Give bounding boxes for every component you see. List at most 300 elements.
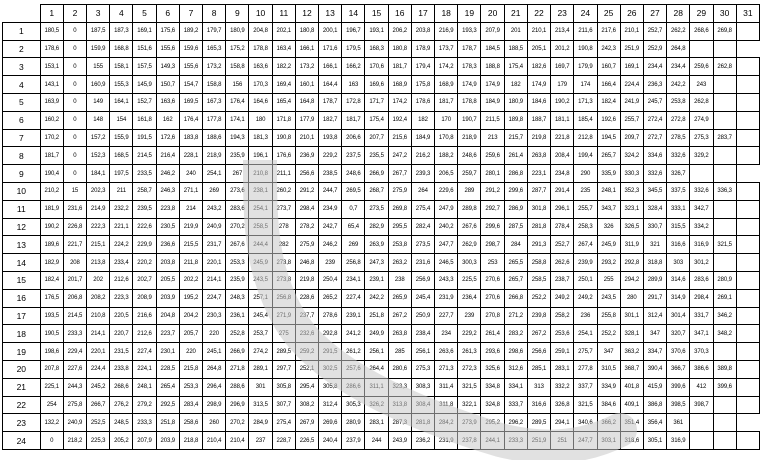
table-cell: 238	[388, 271, 411, 289]
table-cell: 278	[272, 218, 295, 236]
table-cell: 182	[411, 111, 434, 129]
table-cell: 188,8	[481, 58, 504, 76]
table-cell: 156	[226, 76, 249, 94]
table-cell: 283,1	[365, 414, 388, 432]
table-cell: 202	[87, 271, 110, 289]
table-cell: 208,9	[133, 289, 156, 307]
table-cell: 326,5	[620, 218, 643, 236]
table-cell: 275,7	[574, 343, 597, 361]
table-cell: 203,8	[156, 254, 179, 272]
row-header: 15	[3, 271, 41, 289]
table-cell: 235	[574, 182, 597, 200]
table-cell: 239,9	[574, 254, 597, 272]
table-cell: 266,8	[504, 289, 527, 307]
table-cell: 298,6	[504, 343, 527, 361]
row-header: 1	[3, 22, 41, 40]
table-cell: 273,8	[272, 254, 295, 272]
table-cell: 190,8	[574, 40, 597, 58]
table-cell: 228,7	[272, 432, 295, 450]
table-cell: 270,2	[226, 218, 249, 236]
table-cell: 321,5	[713, 236, 736, 254]
table-cell: 343,7	[597, 200, 620, 218]
table-cell: 244	[365, 432, 388, 450]
table-cell: 287,7	[527, 182, 550, 200]
table-cell: 174,1	[226, 111, 249, 129]
table-cell: 240	[179, 165, 202, 183]
table-cell: 272,3	[458, 360, 481, 378]
table-row	[3, 182, 760, 200]
table-cell: 279,2	[133, 396, 156, 414]
table-cell: 316,6	[667, 236, 690, 254]
table-cell: 284	[504, 236, 527, 254]
table-cell: 322,1	[458, 396, 481, 414]
column-header-21: 21	[504, 5, 527, 23]
table-cell: 292,8	[620, 254, 643, 272]
table-cell: 386,6	[690, 360, 713, 378]
table-cell: 265,9	[388, 289, 411, 307]
table-cell: 201	[504, 22, 527, 40]
table-cell: 296,1	[551, 200, 574, 218]
table-cell: 254,1	[249, 200, 272, 218]
table-cell: 211,8	[179, 254, 202, 272]
column-header-31: 31	[736, 5, 759, 23]
table-cell	[713, 40, 736, 58]
column-header-row	[3, 5, 760, 23]
table-cell: 184,9	[411, 129, 434, 147]
table-cell: 176,5	[40, 289, 63, 307]
table-cell: 334,2	[690, 218, 713, 236]
table-cell: 173,2	[295, 58, 318, 76]
table-cell: 253,3	[179, 378, 202, 396]
table-cell: 270,6	[481, 271, 504, 289]
table-cell: 260,2	[272, 182, 295, 200]
table-cell: 0	[63, 165, 86, 183]
table-cell	[713, 432, 736, 450]
table-cell: 166,1	[295, 40, 318, 58]
table-cell: 164,4	[319, 76, 342, 94]
corner-cell	[3, 5, 41, 23]
table-cell: 171,7	[365, 93, 388, 111]
table-cell: 177,8	[203, 111, 226, 129]
table-cell	[736, 289, 759, 307]
table-cell: 274,2	[249, 343, 272, 361]
table-cell: 181,3	[249, 129, 272, 147]
table-cell: 295,4	[295, 378, 318, 396]
table-cell: 225,3	[87, 432, 110, 450]
table-cell	[713, 147, 736, 165]
table-cell: 160,1	[295, 76, 318, 94]
table-cell	[690, 432, 713, 450]
table-cell	[713, 414, 736, 432]
table-cell: 0	[63, 76, 86, 94]
column-header-4: 4	[110, 5, 133, 23]
table-cell: 233,4	[110, 254, 133, 272]
table-cell: 158,1	[110, 58, 133, 76]
table-cell	[736, 22, 759, 40]
table-cell: 149,3	[156, 58, 179, 76]
table-cell: 210,4	[203, 432, 226, 450]
table-cell: 170,2	[40, 129, 63, 147]
table-cell: 210,1	[527, 22, 550, 40]
table-cell: 320,7	[667, 325, 690, 343]
table-cell	[713, 111, 736, 129]
table-row	[3, 93, 760, 111]
table-cell: 217,6	[597, 22, 620, 40]
table-cell: 313	[527, 378, 550, 396]
table-cell: 228,1	[179, 147, 202, 165]
table-cell: 235,9	[226, 271, 249, 289]
table-cell: 267,4	[574, 236, 597, 254]
table-cell: 231,6	[411, 254, 434, 272]
table-cell: 283,1	[551, 360, 574, 378]
table-cell: 283,6	[690, 271, 713, 289]
column-header-20: 20	[481, 5, 504, 23]
table-row	[3, 414, 760, 432]
table-cell: 205,1	[527, 40, 550, 58]
table-cell: 318,6	[620, 432, 643, 450]
table-cell: 269	[342, 236, 365, 254]
table-cell: 269,8	[388, 200, 411, 218]
table-cell: 263,9	[365, 236, 388, 254]
table-cell: 275,3	[411, 360, 434, 378]
table-cell: 158,8	[226, 58, 249, 76]
table-cell: 246,8	[295, 254, 318, 272]
table-cell: 176,4	[179, 111, 202, 129]
table-cell: 267,2	[388, 307, 411, 325]
table-cell: 211,5	[481, 111, 504, 129]
table-cell: 312,4	[643, 307, 666, 325]
row-header: 12	[3, 218, 41, 236]
table-cell: 242,3	[597, 40, 620, 58]
table-cell: 245,2	[87, 378, 110, 396]
table-cell: 337,5	[667, 182, 690, 200]
table-cell: 190,7	[458, 111, 481, 129]
table-cell: 216,4	[156, 147, 179, 165]
table-cell: 299,6	[481, 218, 504, 236]
table-cell: 178,7	[319, 93, 342, 111]
table-row	[3, 307, 760, 325]
table-cell	[736, 182, 759, 200]
table-cell: 278,4	[551, 218, 574, 236]
row-header: 10	[3, 182, 41, 200]
table-cell: 162	[156, 111, 179, 129]
row-header: 5	[3, 93, 41, 111]
table-cell: 252,7	[643, 22, 666, 40]
table-cell: 323,3	[388, 378, 411, 396]
table-cell: 272,8	[667, 111, 690, 129]
table-cell: 188,7	[527, 111, 550, 129]
table-cell: 0	[63, 129, 86, 147]
table-cell	[736, 147, 759, 165]
table-cell: 169,1	[133, 22, 156, 40]
table-cell	[736, 254, 759, 272]
table-cell: 180,9	[504, 93, 527, 111]
table-cell: 295,5	[388, 218, 411, 236]
table-cell: 261,3	[458, 343, 481, 361]
table-cell: 179,9	[574, 58, 597, 76]
table-cell: 291,2	[295, 182, 318, 200]
table-cell: 221,7	[63, 236, 86, 254]
table-cell: 253	[481, 254, 504, 272]
table-cell: 0	[63, 147, 86, 165]
table-cell: 252,7	[551, 236, 574, 254]
table-cell: 153,1	[40, 58, 63, 76]
table-cell: 157,5	[133, 58, 156, 76]
table-cell: 259,2	[295, 343, 318, 361]
table-cell: 256,1	[411, 343, 434, 361]
table-row	[3, 254, 760, 272]
table-cell: 273,7	[272, 200, 295, 218]
table-cell: 263,2	[388, 254, 411, 272]
table-cell: 234,9	[319, 200, 342, 218]
table-row	[3, 147, 760, 165]
table-cell: 209,7	[620, 129, 643, 147]
table-cell: 248,5	[110, 414, 133, 432]
table-cell: 191,5	[133, 129, 156, 147]
table-cell: 164,6	[249, 93, 272, 111]
table-cell: 231,6	[63, 200, 86, 218]
table-cell: 178,6	[411, 93, 434, 111]
table-cell: 190,2	[40, 218, 63, 236]
table-cell: 248,6	[342, 165, 365, 183]
table-cell: 198,6	[40, 343, 63, 361]
table-cell: 267,6	[458, 218, 481, 236]
table-cell: 298,4	[690, 289, 713, 307]
table-cell: 175,6	[156, 22, 179, 40]
table-cell: 283,6	[226, 200, 249, 218]
column-header-14: 14	[342, 5, 365, 23]
table-cell: 401,8	[620, 378, 643, 396]
table-cell: 229,6	[435, 182, 458, 200]
table-cell: 163	[342, 76, 365, 94]
table-cell: 268,6	[110, 378, 133, 396]
table-cell: 264,8	[203, 360, 226, 378]
table-row	[3, 289, 760, 307]
table-cell: 257,1	[249, 289, 272, 307]
table-cell: 315,5	[667, 218, 690, 236]
table-cell: 170	[435, 111, 458, 129]
table-cell: 257,6	[342, 360, 365, 378]
table-cell: 249,2	[574, 289, 597, 307]
table-cell: 270,2	[226, 414, 249, 432]
table-cell: 0,7	[342, 200, 365, 218]
table-cell: 238,7	[551, 271, 574, 289]
row-header: 24	[3, 432, 41, 450]
row-header: 13	[3, 236, 41, 254]
table-cell: 232,2	[110, 200, 133, 218]
table-cell: 207,8	[40, 360, 63, 378]
table-cell: 160,7	[597, 58, 620, 76]
table-cell: 251	[551, 432, 574, 450]
table-cell: 158,8	[203, 76, 226, 94]
column-header-8: 8	[203, 5, 226, 23]
table-cell: 185,4	[574, 111, 597, 129]
table-cell: 169,6	[365, 76, 388, 94]
row-header: 16	[3, 289, 41, 307]
table-cell: 202,3	[87, 182, 110, 200]
table-cell: 222,3	[87, 218, 110, 236]
table-cell: 233,3	[133, 414, 156, 432]
table-cell: 242,2	[365, 289, 388, 307]
table-cell: 166,2	[342, 58, 365, 76]
table-cell: 242,7	[319, 218, 342, 236]
table-cell: 351,4	[620, 414, 643, 432]
table-cell: 255,8	[597, 307, 620, 325]
column-header-15: 15	[365, 5, 388, 23]
table-cell: 207,7	[365, 129, 388, 147]
table-cell: 278,2	[295, 218, 318, 236]
table-cell: 178,3	[458, 58, 481, 76]
table-cell: 399,6	[667, 378, 690, 396]
table-cell: 176,6	[272, 147, 295, 165]
table-cell: 214	[179, 200, 202, 218]
table-cell: 236,3	[643, 76, 666, 94]
table-cell: 275,8	[63, 396, 86, 414]
table-cell: 233,3	[504, 432, 527, 450]
table-cell: 152,7	[133, 93, 156, 111]
table-cell: 157,2	[87, 129, 110, 147]
table-cell: 259,7	[458, 165, 481, 183]
table-cell	[690, 165, 713, 183]
table-cell: 370,3	[690, 343, 713, 361]
table-cell: 301	[249, 378, 272, 396]
table-cell: 316,9	[667, 432, 690, 450]
table-cell: 298,9	[203, 396, 226, 414]
table-cell: 291,3	[527, 236, 550, 254]
column-header-6: 6	[156, 5, 179, 23]
table-cell: 218,9	[458, 129, 481, 147]
table-cell: 219,9	[179, 218, 202, 236]
table-cell	[713, 396, 736, 414]
table-cell: 246,2	[319, 236, 342, 254]
table-cell: 205,7	[179, 325, 202, 343]
table-cell: 160,9	[87, 76, 110, 94]
table-cell: 274,9	[690, 111, 713, 129]
table-cell: 15	[63, 182, 86, 200]
table-cell: 182,4	[40, 271, 63, 289]
table-cell	[736, 93, 759, 111]
table-cell: 289,8	[458, 200, 481, 218]
table-cell: 252,1	[295, 360, 318, 378]
table-cell: 208,2	[87, 289, 110, 307]
table-cell	[736, 360, 759, 378]
table-cell: 248,1	[133, 378, 156, 396]
table-cell: 295,2	[481, 414, 504, 432]
table-cell: 286,9	[504, 200, 527, 218]
table-cell: 220	[179, 343, 202, 361]
table-cell: 244,1	[481, 432, 504, 450]
table-cell: 305,1	[643, 432, 666, 450]
table-cell: 248,6	[458, 147, 481, 165]
table-cell: 256,6	[527, 343, 550, 361]
table-cell: 178,8	[249, 40, 272, 58]
column-header-25: 25	[597, 5, 620, 23]
table-cell: 366,2	[597, 414, 620, 432]
table-cell: 184,6	[527, 93, 550, 111]
table-cell: 228,6	[295, 289, 318, 307]
table-cell: 221,8	[551, 129, 574, 147]
table-cell: 189,2	[179, 22, 202, 40]
table-cell: 224,4	[620, 76, 643, 94]
table-cell: 155,6	[179, 58, 202, 76]
row-header: 6	[3, 111, 41, 129]
table-cell: 227,4	[342, 289, 365, 307]
row-header: 11	[3, 200, 41, 218]
table-cell: 0	[63, 93, 86, 111]
table-cell: 348,2	[713, 325, 736, 343]
table-cell: 245,9	[597, 236, 620, 254]
table-cell: 182	[504, 76, 527, 94]
column-header-28: 28	[667, 5, 690, 23]
table-cell: 286,8	[504, 165, 527, 183]
table-cell: 255,7	[574, 200, 597, 218]
table-cell: 345,5	[643, 182, 666, 200]
table-cell: 174,9	[458, 76, 481, 94]
table-cell: 174,2	[435, 58, 458, 76]
table-cell: 310,5	[597, 360, 620, 378]
table-cell: 262,8	[690, 93, 713, 111]
table-cell: 329,2	[690, 147, 713, 165]
table-cell: 269,1	[713, 289, 736, 307]
table-cell: 287,3	[388, 414, 411, 432]
table-cell: 219,8	[295, 271, 318, 289]
table-cell: 307,7	[272, 396, 295, 414]
table-cell: 318,8	[643, 254, 666, 272]
column-header-13: 13	[319, 5, 342, 23]
column-header-22: 22	[527, 5, 550, 23]
table-cell: 278,5	[667, 129, 690, 147]
table-cell	[736, 271, 759, 289]
table-cell: 223,8	[156, 200, 179, 218]
table-cell: 229,4	[63, 343, 86, 361]
table-row	[3, 165, 760, 183]
table-cell: 308,4	[411, 396, 434, 414]
table-cell: 195,2	[179, 289, 202, 307]
table-cell: 227,6	[63, 360, 86, 378]
table-cell: 234,4	[643, 58, 666, 76]
row-header: 14	[3, 254, 41, 272]
table-cell: 269,5	[342, 182, 365, 200]
table-cell: 251,9	[620, 40, 643, 58]
table-cell: 165,4	[272, 93, 295, 111]
table-cell: 282	[272, 236, 295, 254]
table-cell: 152,3	[87, 147, 110, 165]
table-row	[3, 218, 760, 236]
table-cell: 280,9	[713, 271, 736, 289]
table-cell: 155	[87, 58, 110, 76]
table-cell: 213	[481, 129, 504, 147]
table-cell: 398,7	[690, 396, 713, 414]
table-cell: 192,6	[597, 111, 620, 129]
table-cell: 204,8	[249, 22, 272, 40]
table-cell: 263,8	[388, 325, 411, 343]
table-cell: 314,9	[667, 289, 690, 307]
table-cell: 0	[40, 432, 63, 450]
table-cell: 210,4	[226, 432, 249, 450]
table-cell: 225,1	[40, 378, 63, 396]
table-cell: 321,5	[574, 396, 597, 414]
table-cell: 389,8	[713, 360, 736, 378]
table-cell: 199,4	[574, 147, 597, 165]
table-cell: 203,9	[156, 432, 179, 450]
table-cell: 268,7	[365, 182, 388, 200]
table-cell: 206,5	[435, 165, 458, 183]
table-cell: 247,7	[574, 432, 597, 450]
table-cell	[736, 111, 759, 129]
table-cell: 222,6	[133, 218, 156, 236]
table-cell: 150,7	[156, 76, 179, 94]
table-cell: 205,2	[110, 432, 133, 450]
